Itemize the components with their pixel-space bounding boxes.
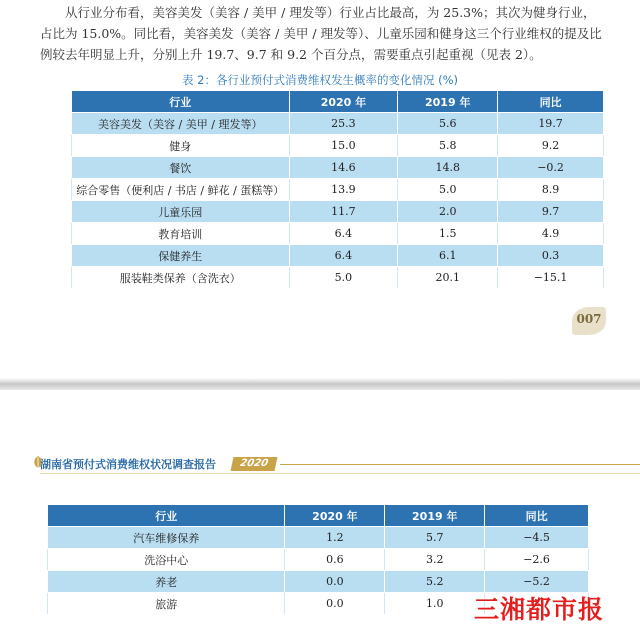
table-header-row [72,91,604,113]
cell-industry: 健身 [72,135,290,157]
cell-industry: 汽车维修保养 [48,527,285,549]
cell-industry: 综合零售（便利店 / 书店 / 鲜花 / 蛋糕等） [72,179,290,201]
newspaper-watermark: 三湘都市报 [474,595,605,624]
header-yoy: 同比 [485,505,589,527]
header-underline [40,473,640,474]
table-row [72,267,604,289]
cell-industry: 养老 [48,571,285,593]
header-yoy: 同比 [498,91,604,113]
table-row [72,135,604,157]
cell-2020: 0.0 [285,593,385,615]
cell-2019: 6.1 [398,245,498,267]
cell-2019: 5.7 [385,527,485,549]
header-2019: 2019 年 [398,91,498,113]
cell-yoy: −5.2 [485,571,589,593]
cell-2019: 3.2 [385,549,485,571]
cell-industry: 美容美发（美容 / 美甲 / 理发等） [72,113,290,135]
cell-2020: 1.2 [285,527,385,549]
report-title: 湖南省预付式消费维权状况调查报告 [40,458,216,471]
cell-yoy: 19.7 [498,113,604,135]
cell-2020: 15.0 [289,135,398,157]
header-2019: 2019 年 [385,505,485,527]
cell-2020: 11.7 [289,201,398,223]
industry-change-table [71,90,604,289]
cell-yoy: 9.2 [498,135,604,157]
cell-yoy: −2.6 [485,549,589,571]
header-industry: 行业 [72,91,290,113]
cell-yoy: −15.1 [498,267,604,289]
table-row [48,549,589,571]
cell-industry: 服装鞋类保养（含洗衣） [72,267,290,289]
header-2020: 2020 年 [289,91,398,113]
cell-2020: 14.6 [289,157,398,179]
page-separator [0,378,640,390]
cell-yoy: 9.7 [498,201,604,223]
cell-2019: 1.0 [385,593,485,615]
page-number: 007 [576,312,602,326]
intro-paragraph [40,2,606,65]
report-year-badge: 2020 [231,457,278,471]
cell-2020: 13.9 [289,179,398,201]
table-row [72,245,604,267]
cell-yoy: −4.5 [485,527,589,549]
cell-2020: 6.4 [289,245,398,267]
table-row [48,527,589,549]
table-row [72,113,604,135]
cell-2019: 2.0 [398,201,498,223]
header-2020: 2020 年 [285,505,385,527]
cell-yoy: 4.9 [498,223,604,245]
cell-2019: 5.2 [385,571,485,593]
cell-2019: 5.6 [398,113,498,135]
cell-industry: 保健养生 [72,245,290,267]
cell-2020: 6.4 [289,223,398,245]
cell-industry: 餐饮 [72,157,290,179]
header-industry: 行业 [48,505,285,527]
cell-2019: 20.1 [398,267,498,289]
cell-industry: 教育培训 [72,223,290,245]
table-row [72,201,604,223]
table-row [72,223,604,245]
page-number-badge [572,307,606,335]
cell-yoy: 0.3 [498,245,604,267]
table-header-row [48,505,589,527]
cell-2020: 5.0 [289,267,398,289]
intro-text: 从行业分布看，美容美发（美容 / 美甲 / 理发等）行业占比最高，为 25.3%；其次为健身行业，占比为 15.0%。同比看，美容美发（美容 / 美甲 / 理发等）、儿童乐园和健身这三个行业维权的提及比例较去年明显上升，分别上升 19.7、9.7 和 9.2 个百分点，需要重点引起重视（见表 2）。 [40,5,602,62]
cell-2020: 0.0 [285,571,385,593]
cell-2020: 0.6 [285,549,385,571]
cell-industry: 洗浴中心 [48,549,285,571]
cell-2019: 14.8 [398,157,498,179]
cell-yoy: −0.2 [498,157,604,179]
cell-2019: 5.0 [398,179,498,201]
cell-industry: 旅游 [48,593,285,615]
header-rule [280,464,640,465]
cell-yoy: 8.9 [498,179,604,201]
cell-2019: 1.5 [398,223,498,245]
table-caption: 表 2：各行业预付式消费维权发生概率的变化情况 (%) [181,73,459,87]
cell-2020: 25.3 [289,113,398,135]
table-row [72,157,604,179]
cell-2019: 5.8 [398,135,498,157]
table-row [72,179,604,201]
cell-industry: 儿童乐园 [72,201,290,223]
